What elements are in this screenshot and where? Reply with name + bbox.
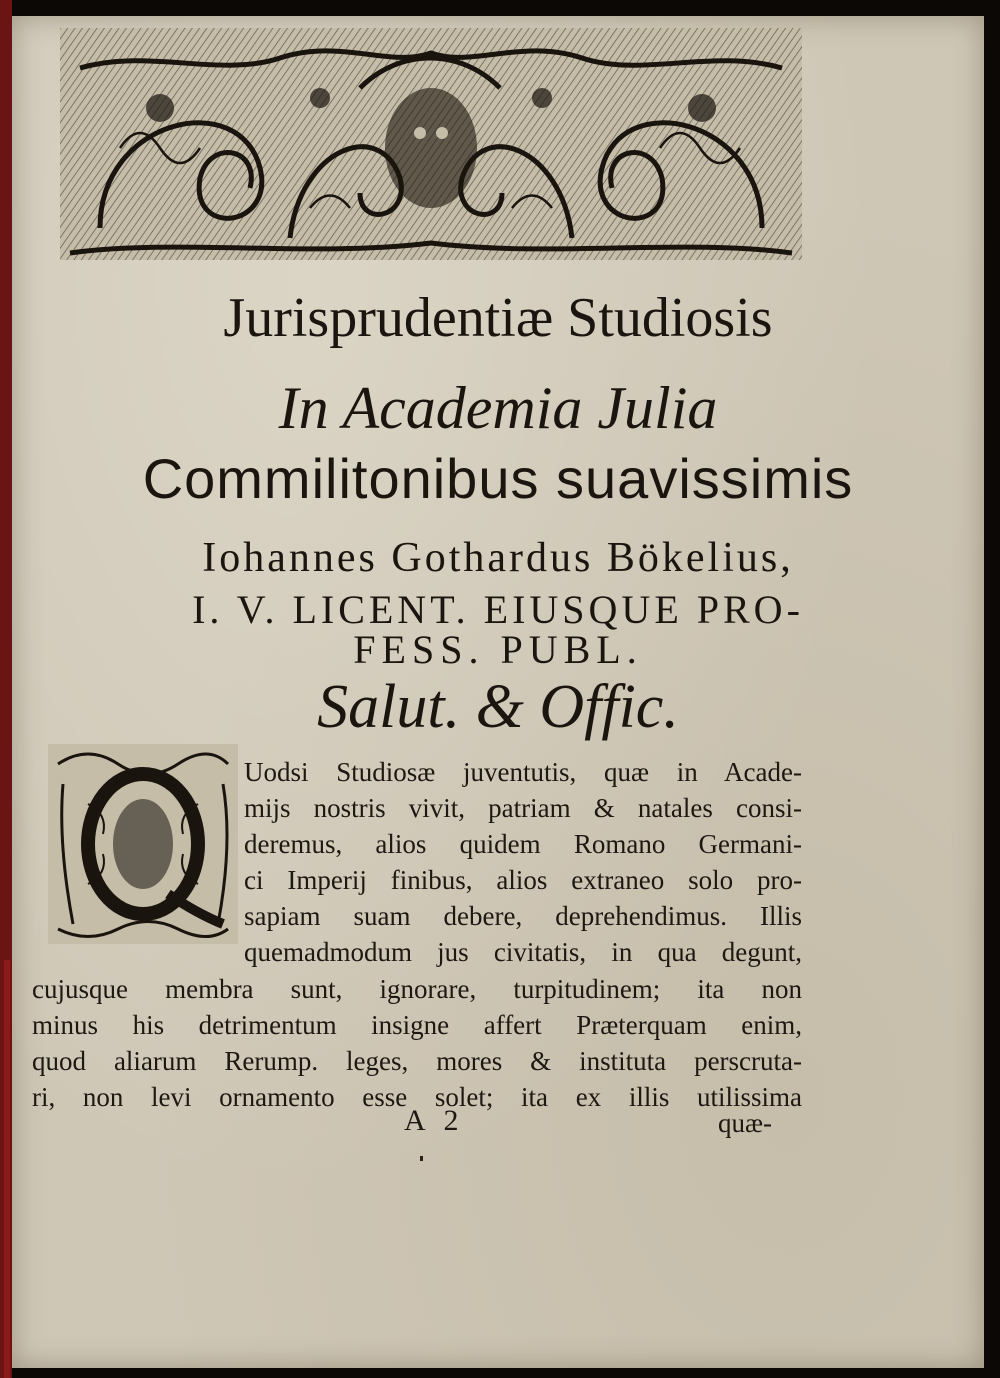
- author-degree-continued: FESS. PUBL.: [353, 627, 643, 672]
- body-line: quemadmodum jus civitatis, in qua degunt,: [244, 937, 802, 967]
- body-line: deremus, alios quidem Romano Germani-: [244, 829, 802, 859]
- author-degree: I. V. LICENT. EIUSQUE PRO-: [192, 587, 804, 632]
- decorated-initial-q-icon: [48, 744, 238, 944]
- body-line: quod aliarum Rerump. leges, mores & instituta perscruta-: [32, 1046, 802, 1076]
- body-line: sapiam suam debere, deprehendimus. Illis: [244, 901, 802, 931]
- body-line: mijs nostris vivit, patriam & natales consi-: [244, 793, 802, 823]
- greeting-salut-offic: Salut. & Offic.: [317, 673, 679, 741]
- body-line: ci Imperij finibus, alios extraneo solo pro-: [244, 865, 802, 895]
- body-indented-block: [244, 754, 802, 970]
- ornamental-headpiece-icon: [60, 28, 802, 260]
- title-line-jurisprudentiae: Jurisprudentiæ Studiosis: [223, 287, 773, 349]
- body-full-block: [32, 971, 802, 1115]
- ink-speck: [420, 1156, 423, 1161]
- title-line-academia-julia: In Academia Julia: [278, 375, 718, 441]
- body-line: cujusque membra sunt, ignorare, turpitudinem; ita non: [32, 974, 802, 1004]
- author-name: Iohannes Gothardus Bökelius,: [202, 535, 794, 581]
- body-line: Uodsi Studiosæ juventutis, quæ in Acade-: [244, 757, 802, 787]
- title-line-commilitonibus: Commilitonibus suavissimis: [142, 447, 854, 510]
- binding-edge-red: [4, 960, 10, 1378]
- catchword: quæ-: [718, 1108, 772, 1138]
- body-line: ri, non levi ornamento esse solet; ita ex illis utilissima: [32, 1082, 802, 1112]
- book-page: [12, 16, 984, 1368]
- signature-mark: A 2: [404, 1104, 465, 1137]
- body-line: minus his detrimentum insigne affert Præterquam enim,: [32, 1010, 802, 1040]
